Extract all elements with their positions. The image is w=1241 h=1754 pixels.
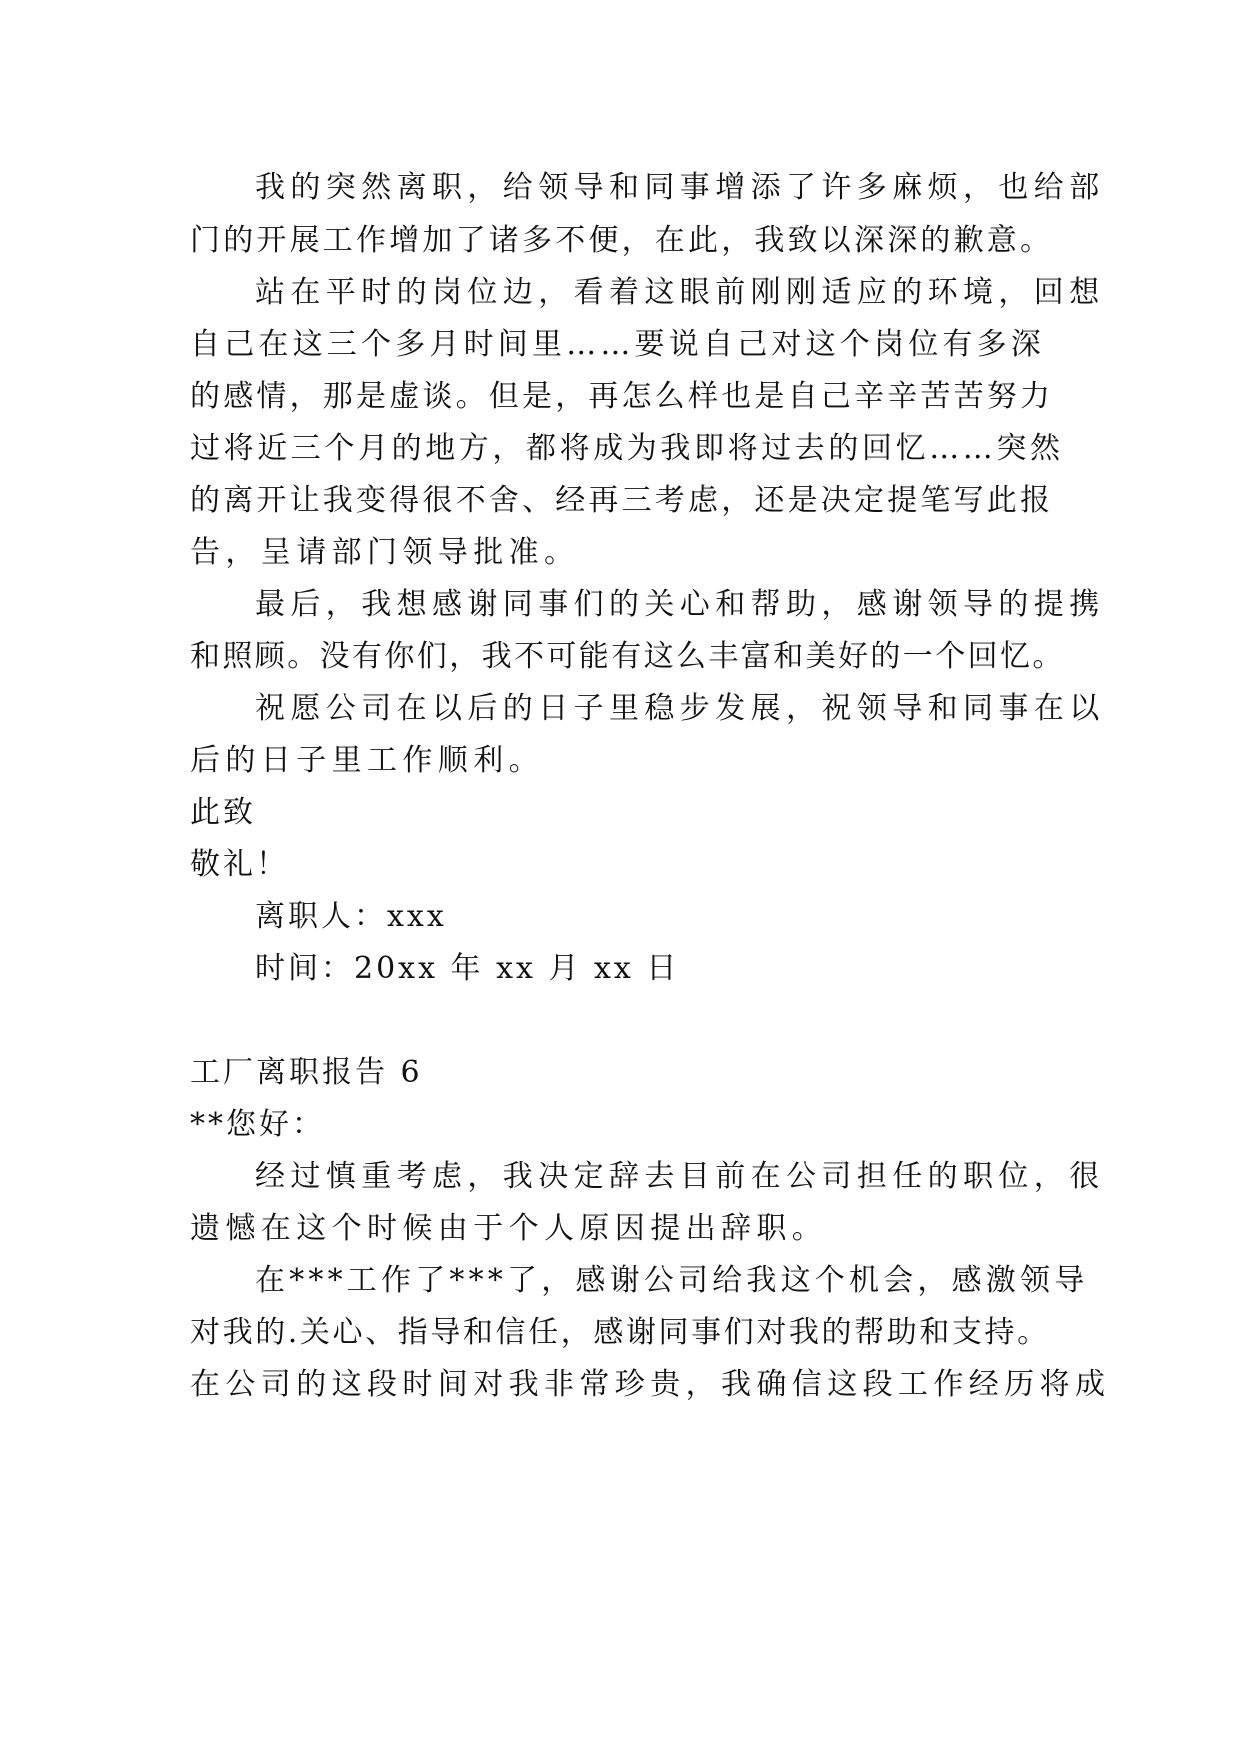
paragraph-line: 告，呈请部门领导批准。 xyxy=(190,535,580,570)
closing-regards: 敬礼！ xyxy=(190,847,289,882)
paragraph-line: 后的日子里工作顺利。 xyxy=(190,743,544,778)
paragraph-line: 在公司的这段时间对我非常珍贵，我确信这段工作经历将成 xyxy=(190,1367,1111,1402)
paragraph-line: 遗憾在这个时候由于个人原因提出辞职。 xyxy=(190,1211,828,1246)
paragraph-line: 和照顾。没有你们，我不可能有这么丰富和美好的一个回忆。 xyxy=(190,639,1065,674)
closing-salutation: 此致 xyxy=(190,795,256,830)
paragraph-line: 在***工作了***了，感谢公司给我这个机会，感激领导 xyxy=(255,1263,1089,1298)
paragraph-line: 过将近三个月的地方，都将成为我即将过去的回忆……突然 xyxy=(190,431,1064,466)
paragraph-line: 门的开展工作增加了诸多不便，在此，我致以深深的歉意。 xyxy=(190,223,1054,258)
paragraph-line: 的离开让我变得很不舍、经再三考虑，还是决定提笔写此报 xyxy=(190,483,1054,518)
paragraph-line: 对我的.关心、指导和信任，感谢同事们对我的帮助和支持。 xyxy=(190,1315,1050,1350)
greeting-line: **您好： xyxy=(190,1107,325,1142)
section-title: 工厂离职报告 6 xyxy=(190,1055,423,1090)
paragraph-line: 我的突然离职，给领导和同事增添了许多麻烦，也给部 xyxy=(255,170,1105,205)
paragraph-line: 自己在这三个多月时间里……要说自己对这个岗位有多深 xyxy=(190,327,1045,362)
signer-line: 离职人：xxx xyxy=(255,899,447,934)
paragraph-line: 站在平时的岗位边，看着这眼前刚刚适应的环境，回想 xyxy=(255,275,1105,310)
date-line: 时间：20xx 年 xx 月 xx 日 xyxy=(255,951,680,986)
paragraph-line: 的感情，那是虚谈。但是，再怎么样也是自己辛辛苦苦努力 xyxy=(190,379,1054,414)
paragraph-line: 经过慎重考虑，我决定辞去目前在公司担任的职位，很 xyxy=(255,1159,1105,1194)
paragraph-line: 最后，我想感谢同事们的关心和帮助，感谢领导的提携 xyxy=(255,587,1105,622)
paragraph-line: 祝愿公司在以后的日子里稳步发展，祝领导和同事在以 xyxy=(255,691,1105,726)
